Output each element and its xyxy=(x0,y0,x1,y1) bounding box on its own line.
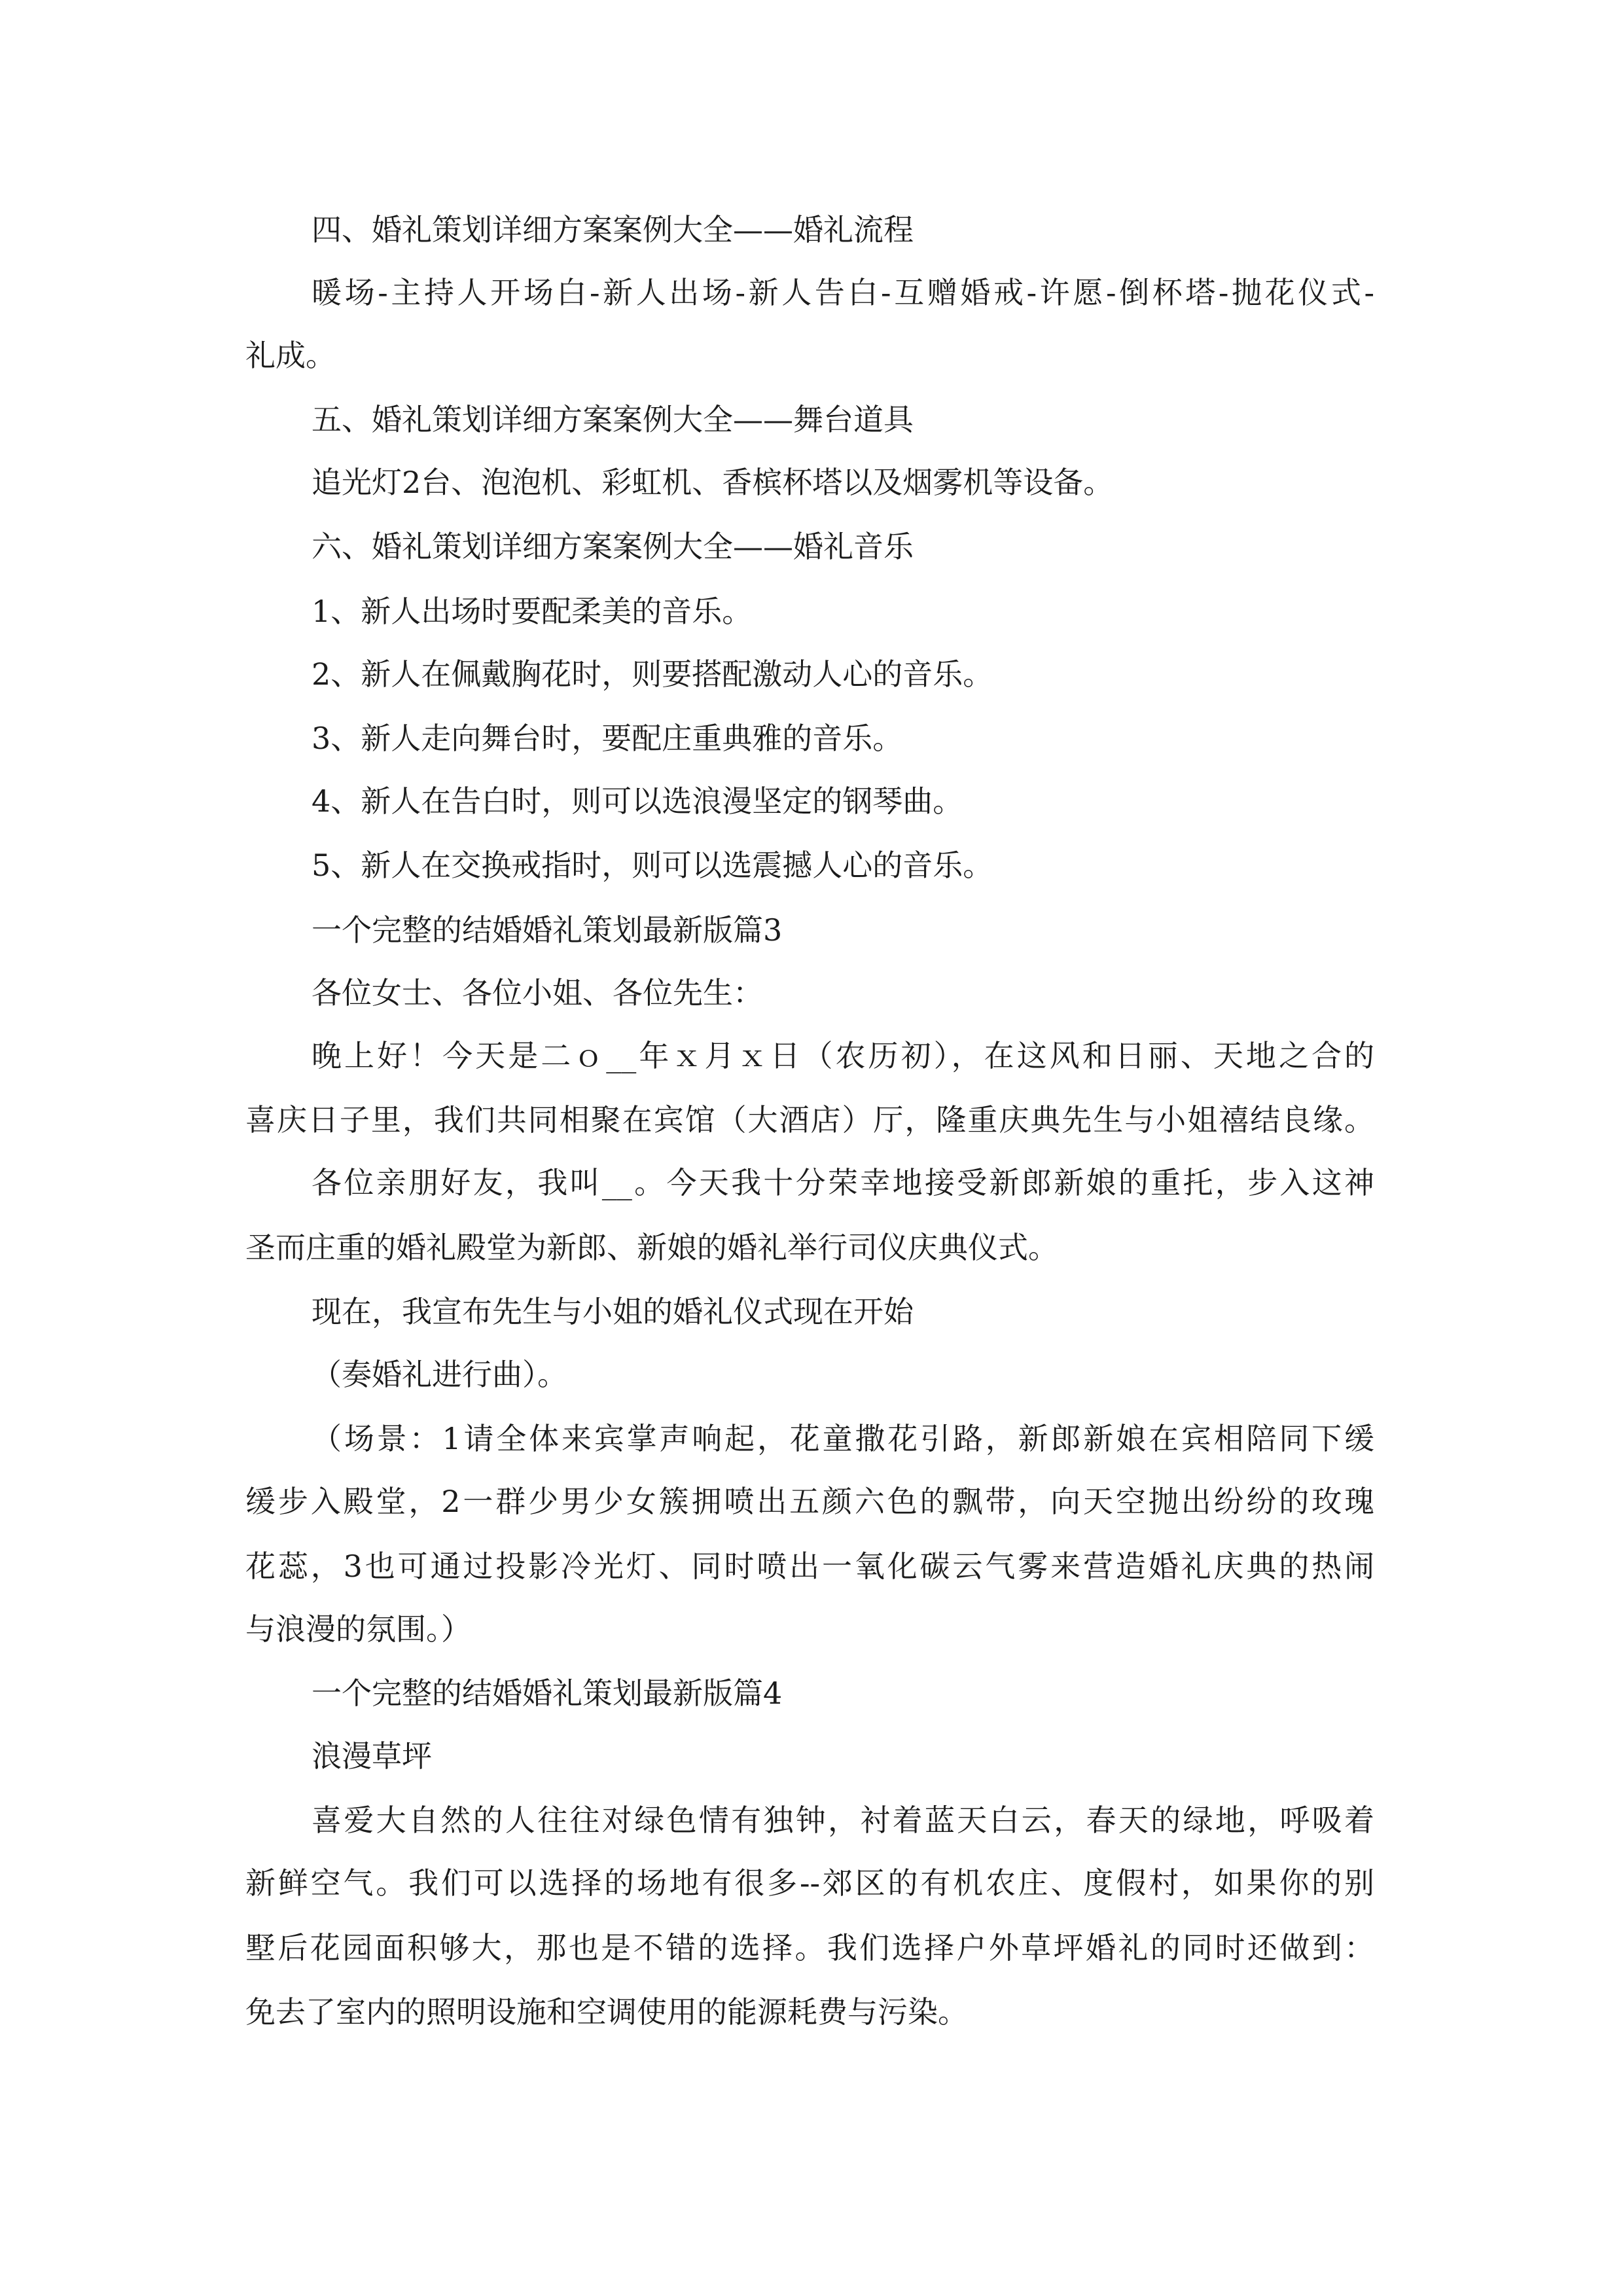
paragraph-line: 花蕊，3也可通过投影冷光灯、同时喷出一氧化碳云气雾来营造婚礼庆典的热闹 xyxy=(245,1549,1374,1584)
paragraph-line: 喜庆日子里，我们共同相聚在宾馆（大酒店）厅，隆重庆典先生与小姐禧结良缘。 xyxy=(245,1102,1374,1138)
paragraph-line: 免去了室内的照明设施和空调使用的能源耗费与污染。 xyxy=(245,1994,968,2030)
article-heading-4: 一个完整的结婚婚礼策划最新版篇4 xyxy=(312,1676,783,1711)
paragraph-line: （奏婚礼进行曲）。 xyxy=(312,1357,567,1392)
section-heading-props: 五、婚礼策划详细方案案例大全——舞台道具 xyxy=(312,402,914,437)
paragraph-line: 各位亲朋好友，我叫__。今天我十分荣幸地接受新郎新娘的重托，步入这神 xyxy=(312,1165,1374,1200)
paragraph-line: 与浪漫的氛围。） xyxy=(245,1611,471,1647)
paragraph-line: 现在，我宣布先生与小姐的婚礼仪式现在开始 xyxy=(312,1294,914,1329)
list-item: 5、新人在交换戒指时，则可以选震撼人心的音乐。 xyxy=(312,848,993,883)
section-heading-flow: 四、婚礼策划详细方案案例大全——婚礼流程 xyxy=(312,212,914,247)
paragraph-line: 追光灯2台、泡泡机、彩虹机、香槟杯塔以及烟雾机等设备。 xyxy=(312,465,1114,500)
list-item: 1、新人出场时要配柔美的音乐。 xyxy=(312,594,753,629)
paragraph-line: 晚上好！今天是二ｏ__年ｘ月ｘ日（农历初），在这风和日丽、天地之合的 xyxy=(312,1038,1374,1073)
list-item: 2、新人在佩戴胸花时，则要搭配激动人心的音乐。 xyxy=(312,656,993,692)
salutation-line: 各位女士、各位小姐、各位先生： xyxy=(312,975,763,1011)
paragraph-line: 圣而庄重的婚礼殿堂为新郎、新娘的婚礼举行司仪庆典仪式。 xyxy=(245,1230,1058,1265)
section-heading-music: 六、婚礼策划详细方案案例大全——婚礼音乐 xyxy=(312,529,914,564)
paragraph-line: 喜爱大自然的人往往对绿色情有独钟，衬着蓝天白云，春天的绿地，呼吸着 xyxy=(312,1803,1374,1838)
paragraph-line: 礼成。 xyxy=(245,338,336,373)
paragraph-line: 新鲜空气。我们可以选择的场地有很多--郊区的有机农庄、度假村，如果你的别 xyxy=(245,1865,1374,1901)
paragraph-line: （场景：1请全体来宾掌声响起，花童撒花引路，新郎新娘在宾相陪同下缓 xyxy=(312,1421,1374,1456)
paragraph-line: 缓步入殿堂，2一群少男少女簇拥喷出五颜六色的飘带，向天空抛出纷纷的玫瑰 xyxy=(245,1484,1374,1519)
list-item: 4、新人在告白时，则可以选浪漫坚定的钢琴曲。 xyxy=(312,783,963,819)
article-heading-3: 一个完整的结婚婚礼策划最新版篇3 xyxy=(312,912,783,948)
list-item: 3、新人走向舞台时，要配庄重典雅的音乐。 xyxy=(312,721,903,756)
paragraph-line: 暖场-主持人开场白-新人出场-新人告白-互赠婚戒-许愿-倒杯塔-抛花仪式- xyxy=(312,275,1374,310)
paragraph-line: 墅后花园面积够大，那也是不错的选择。我们选择户外草坪婚礼的同时还做到： xyxy=(245,1930,1374,1965)
subsection-heading: 浪漫草坪 xyxy=(312,1738,432,1774)
